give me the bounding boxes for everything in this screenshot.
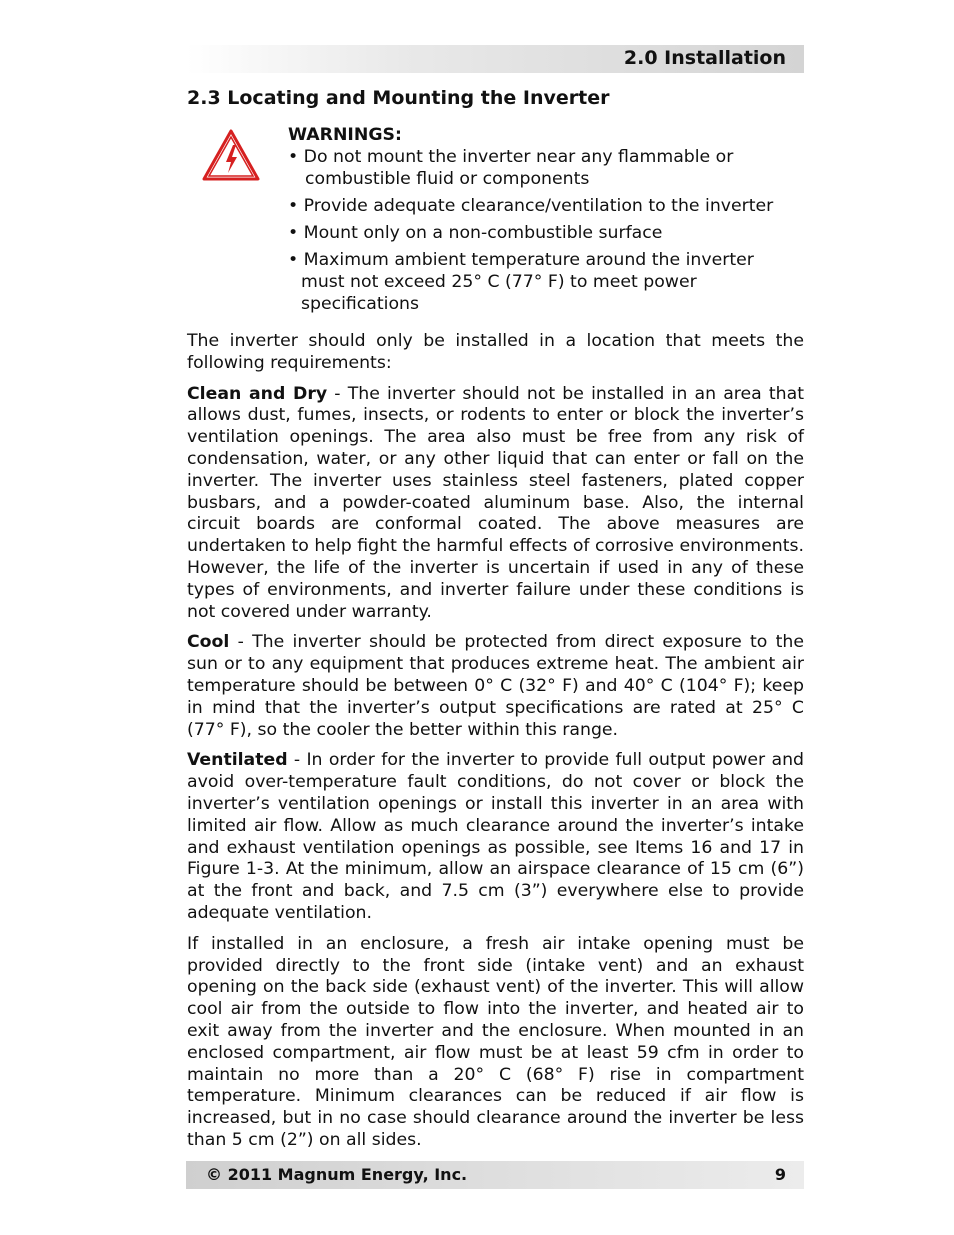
ventilated-label: Ventilated: [187, 750, 288, 771]
warning-item: [288, 249, 808, 315]
header-bar: [186, 45, 804, 73]
clean-dry-label: Clean and Dry: [187, 383, 328, 404]
electrical-hazard-warning-icon: [202, 129, 260, 181]
ventilated-paragraph: [187, 750, 804, 924]
cool-label: Cool: [187, 632, 230, 653]
body-text: [187, 331, 804, 1161]
intro-paragraph: The inverter should only be installed in a location that meets the following requirements:: [187, 331, 804, 373]
warning-line: • Mount only on a non-combustible surface: [288, 223, 663, 243]
ventilated-text: - In order for the inverter to provide full output power and avoid over-temperature fault conditions, do not cover or block the inverter’s ventilation openings or install this inverter in an area with limited air flow. Allow as much clearance around the inverter’s intake and exhaust ventilation openings as possible, see Items 16 and 17 in Figure 1-3. At the minimum, allow an airspace clearance of 15 cm (6”) at the front and back, and 7.5 cm (3”) everywhere else to provide adequate ventilation.: [187, 750, 804, 923]
cool-text: - The inverter should be protected from direct exposure to the sun or to any equipment that produces extreme heat. The ambient air temperature should be between 0° C (32° F) and 40° C (104° F); keep in mind that the inverter’s output specifications are rated at 25° C (77° F), so the cooler the better within this range.: [187, 632, 804, 740]
warning-item: [288, 146, 808, 190]
clean-dry-text: - The inverter should not be installed in an area that allows dust, fumes, insects, or rodents to enter or block the inverter’s ventilation openings. The area also must be free from any risk of condensation, water, or any other liquid that can enter or fall on the inverter. The inverter uses stainless steel fasteners, plated copper busbars, and a powder-coated aluminum base. Also, the internal circuit boards are conformal coated. The above measures are undertaken to help fight the harmful effects of corrosive environments. However, the life of the inverter is uncertain if used in any of these types of environments, and inverter failure under these conditions is not covered under warranty.: [187, 383, 804, 622]
footer-bar: [186, 1161, 804, 1189]
chapter-title: 2.0 Installation: [623, 47, 786, 69]
warning-item: [288, 222, 808, 244]
warning-line: must not exceed 25° C (77° F) to meet power: [301, 272, 697, 292]
warning-item: [288, 195, 808, 217]
warning-line: • Do not mount the inverter near any flammable or: [288, 147, 734, 167]
cool-paragraph: [187, 632, 804, 741]
warning-line: combustible fluid or components: [305, 169, 590, 189]
page-number: 9: [774, 1165, 786, 1184]
section-title: 2.3 Locating and Mounting the Inverter: [187, 87, 610, 109]
warning-line: • Maximum ambient temperature around the inverter: [288, 250, 754, 270]
warnings-list: [288, 146, 808, 315]
clean-dry-paragraph: [187, 384, 804, 624]
copyright-text: © 2011 Magnum Energy, Inc.: [206, 1165, 468, 1184]
warning-line: specifications: [301, 294, 419, 314]
warning-line: • Provide adequate clearance/ventilation to the inverter: [288, 196, 774, 216]
enclosure-paragraph: If installed in an enclosure, a fresh air intake opening must be provided directly to the front side (intake vent) and an exhaust opening on the back side (exhaust vent) of the inverter. This will allow cool air from the outside to flow into the inverter, and heated air to exit away from the inverter and the enclosure. When mounted in an enclosed compartment, air flow must be at least 59 cfm in order to maintain no more than a 20° C (68° F) rise in compartment temperature. Minimum clearances can be reduced if air flow is increased, but in no case should clearance around the inverter be less than 5 cm (2”) on all sides.: [187, 933, 804, 1150]
warnings-box: [288, 124, 808, 320]
warnings-title: WARNINGS:: [288, 125, 402, 145]
